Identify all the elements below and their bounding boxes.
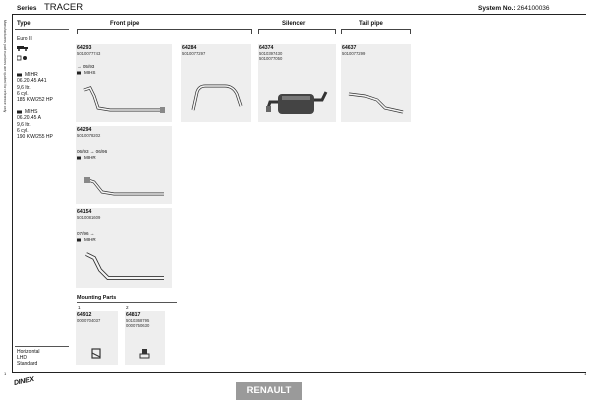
part-number: 64154 [77, 209, 92, 215]
page-number-left: 1 [4, 371, 7, 376]
part-number: 64912 [77, 312, 92, 318]
engine-icon [17, 110, 23, 114]
part-number: 64294 [77, 127, 92, 133]
system-number-value: 264100036 [517, 5, 550, 12]
date-note: 06/93 → 06/96 [77, 149, 108, 154]
model-code: MIHS [84, 70, 96, 75]
variant-engine: 06.20.45 A [17, 115, 41, 122]
clamp-drawing [90, 347, 104, 361]
mounting-parts-rule [77, 302, 177, 303]
model-note [77, 70, 95, 76]
part-card-64294[interactable] [76, 126, 172, 204]
front-pipe-drawing [80, 82, 168, 118]
side-disclaimer [3, 20, 11, 140]
variant-mihr [17, 72, 53, 103]
variant-power: 185 KW/252 HP [17, 97, 53, 104]
variant-displacement: 9,6 ltr. [17, 121, 31, 128]
left-border [12, 14, 13, 373]
brand-badge: RENAULT [236, 382, 302, 400]
silencer-heading: Silencer [282, 21, 306, 27]
part-card-64374[interactable] [258, 44, 336, 122]
series-value: TRACER [44, 2, 84, 13]
rule-tick [77, 29, 78, 34]
oem-number: 5010077743 [77, 51, 101, 56]
oem-number: 5010081609 [77, 215, 101, 220]
part-card-64293[interactable] [76, 44, 172, 122]
oem-number-2: 0000750630 [126, 323, 150, 328]
mounting-index: 1 [78, 305, 81, 310]
page-number-right: 1 [584, 371, 587, 376]
tail-pipe-heading: Tail pipe [359, 21, 383, 27]
bracket-drawing [138, 347, 152, 361]
oem-number: 0000704037 [77, 318, 101, 323]
part-card-64637[interactable] [341, 44, 411, 122]
oem-number [126, 318, 149, 328]
engine-icon [77, 71, 82, 75]
engine-icon [77, 156, 82, 160]
engine-icon [17, 73, 23, 77]
spec-level: Standard [17, 361, 38, 367]
footer-divider [12, 372, 586, 373]
orientation: Horizontal [17, 349, 40, 355]
oem-number: 5010077297 [182, 51, 206, 56]
variant-code: MIHR [25, 72, 38, 78]
layout-info [17, 349, 40, 367]
type-divider [15, 29, 69, 30]
variant-displacement: 9,6 ltr. [17, 84, 31, 91]
model-code: MIHR [84, 237, 96, 242]
silencer-rule [258, 29, 336, 30]
silencer-drawing [262, 84, 332, 118]
date-note: 07/96 → [77, 231, 95, 236]
drive-axle-icon [17, 55, 29, 61]
date-note: → 05/93 [77, 64, 95, 69]
truck-icon [17, 45, 29, 51]
tail-pipe-drawing [345, 84, 407, 118]
type-heading: Type [17, 21, 31, 27]
part-number: 64284 [182, 45, 197, 51]
model-note [77, 155, 96, 161]
part-number: 64293 [77, 45, 92, 51]
variant-cylinders: 6 cyl. [17, 90, 29, 97]
mounting-parts-heading: Mounting Parts [77, 295, 117, 301]
model-code: MIHR [84, 155, 96, 160]
side-disclaimer-text: Manufacturers part numbers are quoted for reference only [3, 20, 7, 113]
front-pipe-heading: Front pipe [110, 21, 140, 27]
rule-tick [341, 29, 342, 34]
system-number-label: System No.: [478, 5, 516, 12]
variant-engine: 06.20.45 A41 [17, 78, 47, 85]
front-pipe-drawing [80, 168, 168, 202]
header-divider [12, 14, 586, 15]
tail-pipe-rule [341, 29, 411, 30]
mounting-index: 2 [126, 305, 129, 310]
dinex-logo: DINEX [13, 376, 35, 387]
front-pipe-drawing [80, 248, 168, 286]
rule-tick [258, 29, 259, 34]
bottom-divider [15, 346, 69, 347]
rule-tick [335, 29, 336, 34]
variant-code: MIHS [25, 109, 38, 115]
series-label: Series [17, 5, 37, 12]
euro-class: Euro II [17, 36, 32, 42]
front-pipe-rule [77, 29, 252, 30]
oem-number-1: 5010368795 [126, 318, 150, 323]
variant-power: 190 KW/255 HP [17, 134, 53, 141]
oem-number: 5010077299 [342, 51, 366, 56]
oem-number-1: 5010397430 [259, 51, 283, 56]
variant-mihs [17, 109, 53, 140]
drive-side: LHD [17, 355, 28, 361]
part-card-64817[interactable] [125, 311, 165, 365]
engine-icon [77, 238, 82, 242]
rule-tick [410, 29, 411, 34]
part-card-64284[interactable] [181, 44, 251, 122]
model-note [77, 237, 96, 243]
part-number: 64374 [259, 45, 274, 51]
rule-tick [251, 29, 252, 34]
front-pipe-drawing [185, 80, 247, 116]
part-number: 64637 [342, 45, 357, 51]
part-card-64912[interactable] [76, 311, 118, 365]
part-number: 64817 [126, 312, 141, 318]
oem-number [259, 51, 282, 61]
oem-number: 5010078202 [77, 133, 101, 138]
variant-cylinders: 6 cyl. [17, 127, 29, 134]
oem-number-2: 5010077050 [259, 56, 283, 61]
part-card-64154[interactable] [76, 208, 172, 288]
